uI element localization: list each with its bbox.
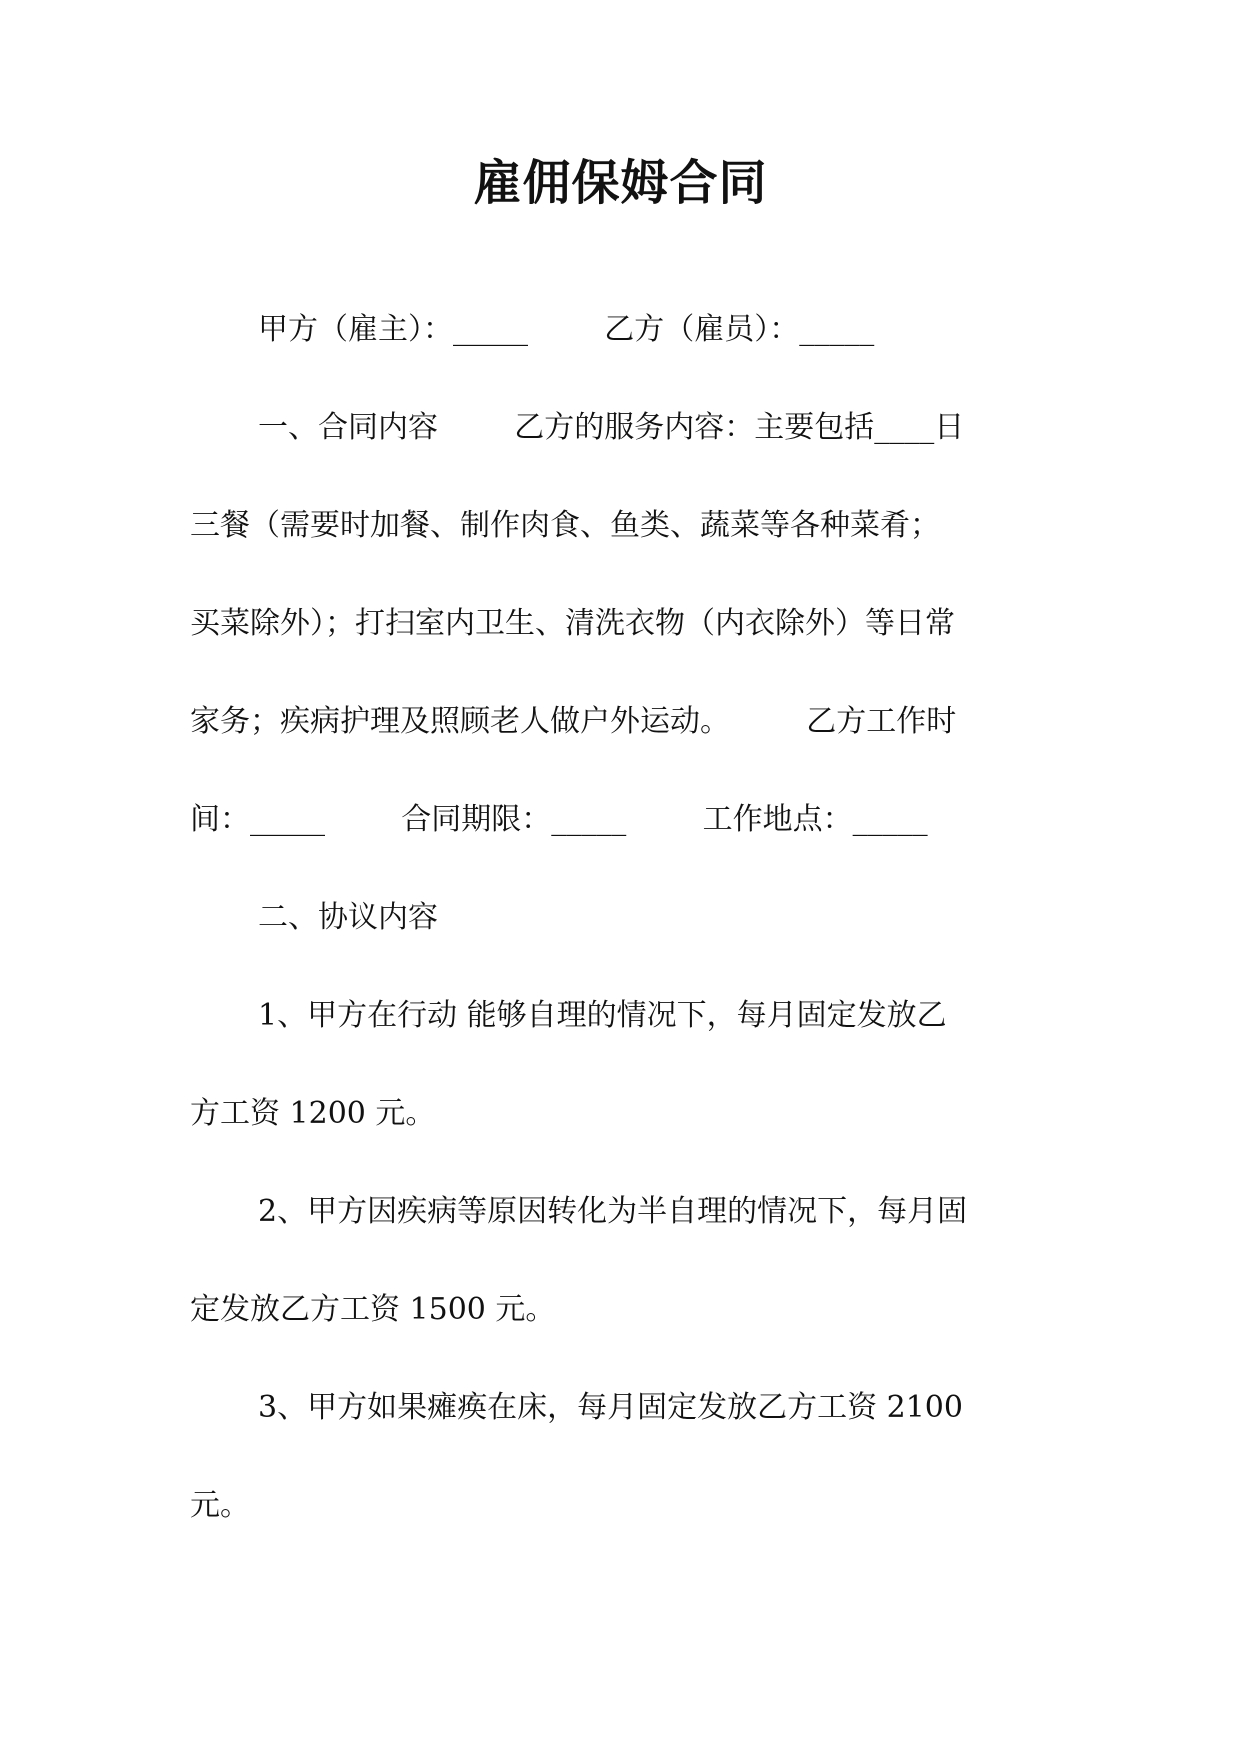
clause-2-line: 2、甲方因疾病等原因转化为半自理的情况下，每月固	[258, 1194, 968, 1229]
paragraph-line: 间：_____ 合同期限：_____ 工作地点：_____	[190, 802, 928, 837]
section-one-line: 一、合同内容 乙方的服务内容：主要包括____日	[258, 410, 965, 445]
clause-3-line: 元。	[190, 1488, 250, 1523]
section-two-heading: 二、协议内容	[258, 900, 438, 935]
clause-3-line: 3、甲方如果瘫痪在床，每月固定发放乙方工资 2100	[258, 1390, 963, 1425]
paragraph-line: 三餐（需要时加餐、制作肉食、鱼类、蔬菜等各种菜肴；	[190, 508, 940, 543]
clause-1-line: 1、甲方在行动 能够自理的情况下，每月固定发放乙	[258, 998, 947, 1033]
document-title: 雇佣保姆合同	[473, 155, 768, 211]
clause-2-line: 定发放乙方工资 1500 元。	[190, 1292, 556, 1327]
parties-line: 甲方（雇主）：_____ 乙方（雇员）：_____	[258, 312, 875, 347]
paragraph-line: 家务；疾病护理及照顾老人做户外运动。 乙方工作时	[190, 704, 957, 739]
clause-1-line: 方工资 1200 元。	[190, 1096, 436, 1131]
paragraph-line: 买菜除外）；打扫室内卫生、清洗衣物（内衣除外）等日常	[190, 606, 955, 641]
